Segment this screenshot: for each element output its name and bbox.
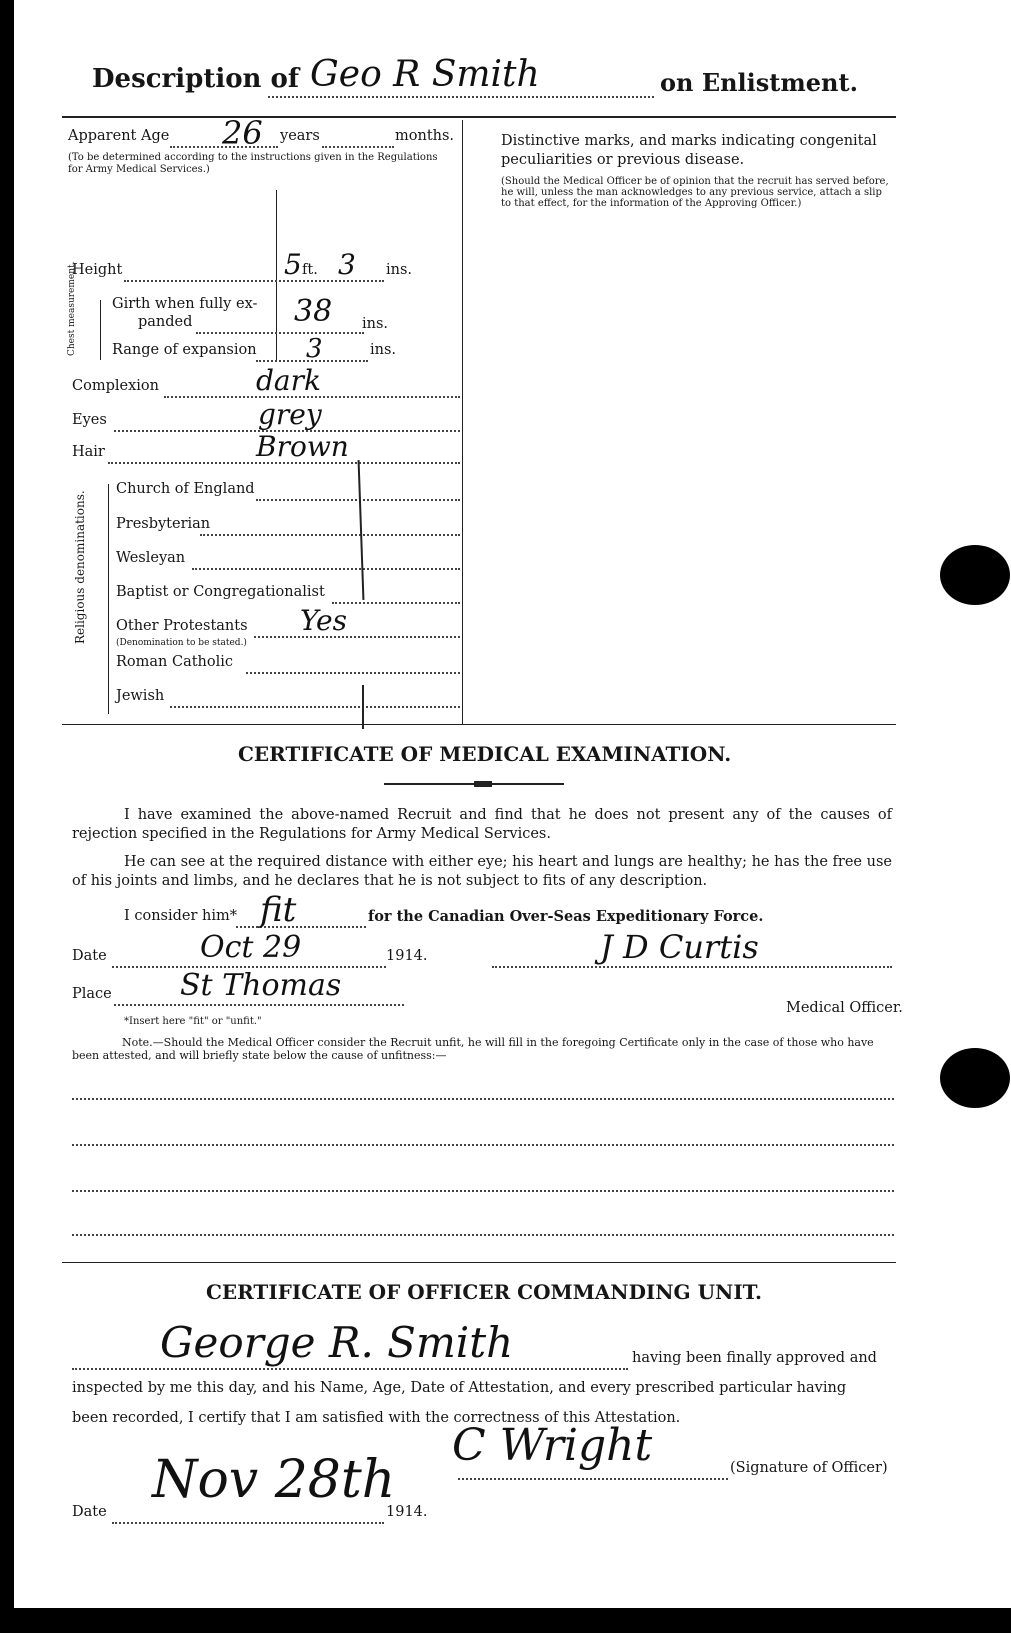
unfit-line: [72, 1190, 894, 1192]
unfit-line: [72, 1098, 894, 1100]
age-note: (To be determined according to the instructions given in the Regulations for Army Medical Services.): [68, 152, 438, 175]
religion-line: [246, 672, 460, 674]
unfit-line: [72, 1144, 894, 1146]
range-value: 3: [306, 334, 323, 364]
lower-rule: [62, 1262, 896, 1263]
commanding-line-2: inspected by me this day, and his Name, Age, Date of Attestation, and every prescribed particular having: [72, 1380, 847, 1396]
commanding-date-label: Date: [72, 1504, 107, 1520]
girth-line: [196, 332, 364, 334]
complexion-value: dark: [256, 364, 321, 397]
measure-divider: [276, 190, 277, 360]
consider-suffix: for the Canadian Over-Seas Expeditionary Force.: [368, 908, 764, 925]
place-label: Place: [72, 986, 112, 1002]
religion-bracket: [108, 484, 109, 714]
commanding-date-value: Nov 28th: [152, 1450, 396, 1510]
medical-year: 1914.: [386, 948, 428, 964]
religion-line: [170, 706, 460, 708]
commanding-name-handwritten: George R. Smith: [160, 1318, 514, 1367]
header-name-handwritten: Geo R Smith: [310, 54, 540, 95]
column-divider: [462, 120, 463, 725]
girth-value: 38: [294, 294, 333, 329]
girth-unit: ins.: [362, 316, 389, 332]
girth-label-2: panded: [138, 314, 193, 330]
medical-date-label: Date: [72, 948, 107, 964]
range-label: Range of expansion: [112, 342, 257, 358]
religion-dash-mark: [358, 460, 365, 600]
header-suffix: on Enlistment.: [660, 68, 858, 97]
hair-label: Hair: [72, 444, 105, 460]
height-in-value: 3: [338, 248, 356, 281]
religion-item: Jewish: [116, 688, 165, 704]
officer-signature: C Wright: [452, 1420, 653, 1471]
commanding-year: 1914.: [386, 1504, 428, 1520]
consider-line: [236, 926, 366, 928]
top-rule: [62, 116, 896, 118]
medical-date-value: Oct 29: [200, 930, 302, 965]
medical-para-1: I have examined the above-named Recruit and find that he does not present any of the causes of rejection specified in the Regulations for Army Medical Services.: [72, 807, 892, 842]
complexion-label: Complexion: [72, 378, 159, 394]
medical-signature: J D Curtis: [600, 928, 759, 966]
consider-prefix: I consider him*: [124, 908, 237, 924]
ft-label: ft.: [302, 262, 318, 278]
religion-item: Roman Catholic: [116, 654, 234, 670]
religion-item: Baptist or Congregationalist: [116, 584, 325, 600]
range-unit: ins.: [370, 342, 397, 358]
chest-label: Chest measurement.: [67, 261, 77, 356]
insert-note: *Insert here "fit" or "unfit.": [124, 1016, 262, 1027]
other-protestants-note: (Denomination to be stated.): [116, 638, 247, 648]
commanding-date-line: [112, 1522, 384, 1524]
scan-border-bottom: [0, 1608, 1011, 1633]
hair-value: Brown: [256, 430, 349, 463]
header-name-line: [268, 96, 654, 98]
religion-item: Presbyterian: [116, 516, 211, 532]
age-label: Apparent Age: [68, 128, 170, 144]
middle-rule: [62, 724, 896, 725]
punch-hole-bottom: [940, 1048, 1010, 1108]
height-ft-value: 5: [284, 248, 302, 281]
religion-line: [192, 568, 460, 570]
years-label: years: [280, 128, 320, 144]
unfit-note: Note.—Should the Medical Officer consider the Recruit unfit, he will fill in the foregoing Certificate only in the case of those who have been attested, and will briefly state below the cause of unfitness:—: [72, 1036, 874, 1062]
religion-dash-mark-lower: [362, 685, 364, 729]
religion-item: Church of England: [116, 481, 255, 497]
commanding-line-1: having been finally approved and: [632, 1350, 877, 1366]
unfit-line: [72, 1234, 894, 1236]
age-value: 26: [222, 114, 263, 152]
chest-bracket: [100, 300, 101, 360]
religion-label: Religious denominations.: [73, 490, 87, 644]
marks-title: Distinctive marks, and marks indicating congenital peculiarities or previous disease.: [501, 133, 877, 168]
eyes-value: grey: [258, 398, 322, 431]
medical-officer-label: Medical Officer.: [786, 1000, 903, 1016]
girth-label-1: Girth when fully ex-: [112, 296, 258, 312]
eyes-label: Eyes: [72, 412, 107, 428]
marks-note: (Should the Medical Officer be of opinion that the recruit has served before, he will, unless the man acknowledges to any previous service, attach a slip to that effect, for the information of the Approving Officer.): [501, 176, 889, 209]
scan-border-left: [0, 0, 14, 1633]
religion-line: [332, 602, 460, 604]
commanding-line-3: been recorded, I certify that I am satisfied with the correctness of this Attestation.: [72, 1410, 681, 1426]
officer-signature-label: (Signature of Officer): [730, 1460, 888, 1476]
medical-para-2: He can see at the required distance with either eye; his heart and lungs are healthy; he has the free use of his joints and limbs, and he declares that he is not subject to fits of any description.: [72, 854, 892, 889]
commanding-title: CERTIFICATE OF OFFICER COMMANDING UNIT.: [206, 1280, 762, 1304]
religion-line: [254, 636, 460, 638]
height-ins-label: ins.: [386, 262, 413, 278]
medical-title-rule-mark: [474, 781, 492, 787]
height-label: Height: [72, 262, 123, 278]
religion-value: Yes: [300, 604, 347, 637]
punch-hole-top: [940, 545, 1010, 605]
consider-value: fit: [260, 890, 297, 930]
place-value: St Thomas: [180, 968, 342, 1003]
religion-line: [200, 534, 460, 536]
months-label: months.: [395, 128, 455, 144]
commanding-name-line: [72, 1368, 628, 1370]
religion-item: Other Protestants: [116, 618, 248, 634]
header-prefix: Description of: [92, 64, 300, 94]
months-line: [322, 146, 394, 148]
medical-signature-line: [492, 966, 892, 968]
medical-title: CERTIFICATE OF MEDICAL EXAMINATION.: [238, 742, 732, 766]
religion-item: Wesleyan: [116, 550, 186, 566]
place-line: [114, 1004, 404, 1006]
officer-signature-line: [458, 1478, 728, 1480]
